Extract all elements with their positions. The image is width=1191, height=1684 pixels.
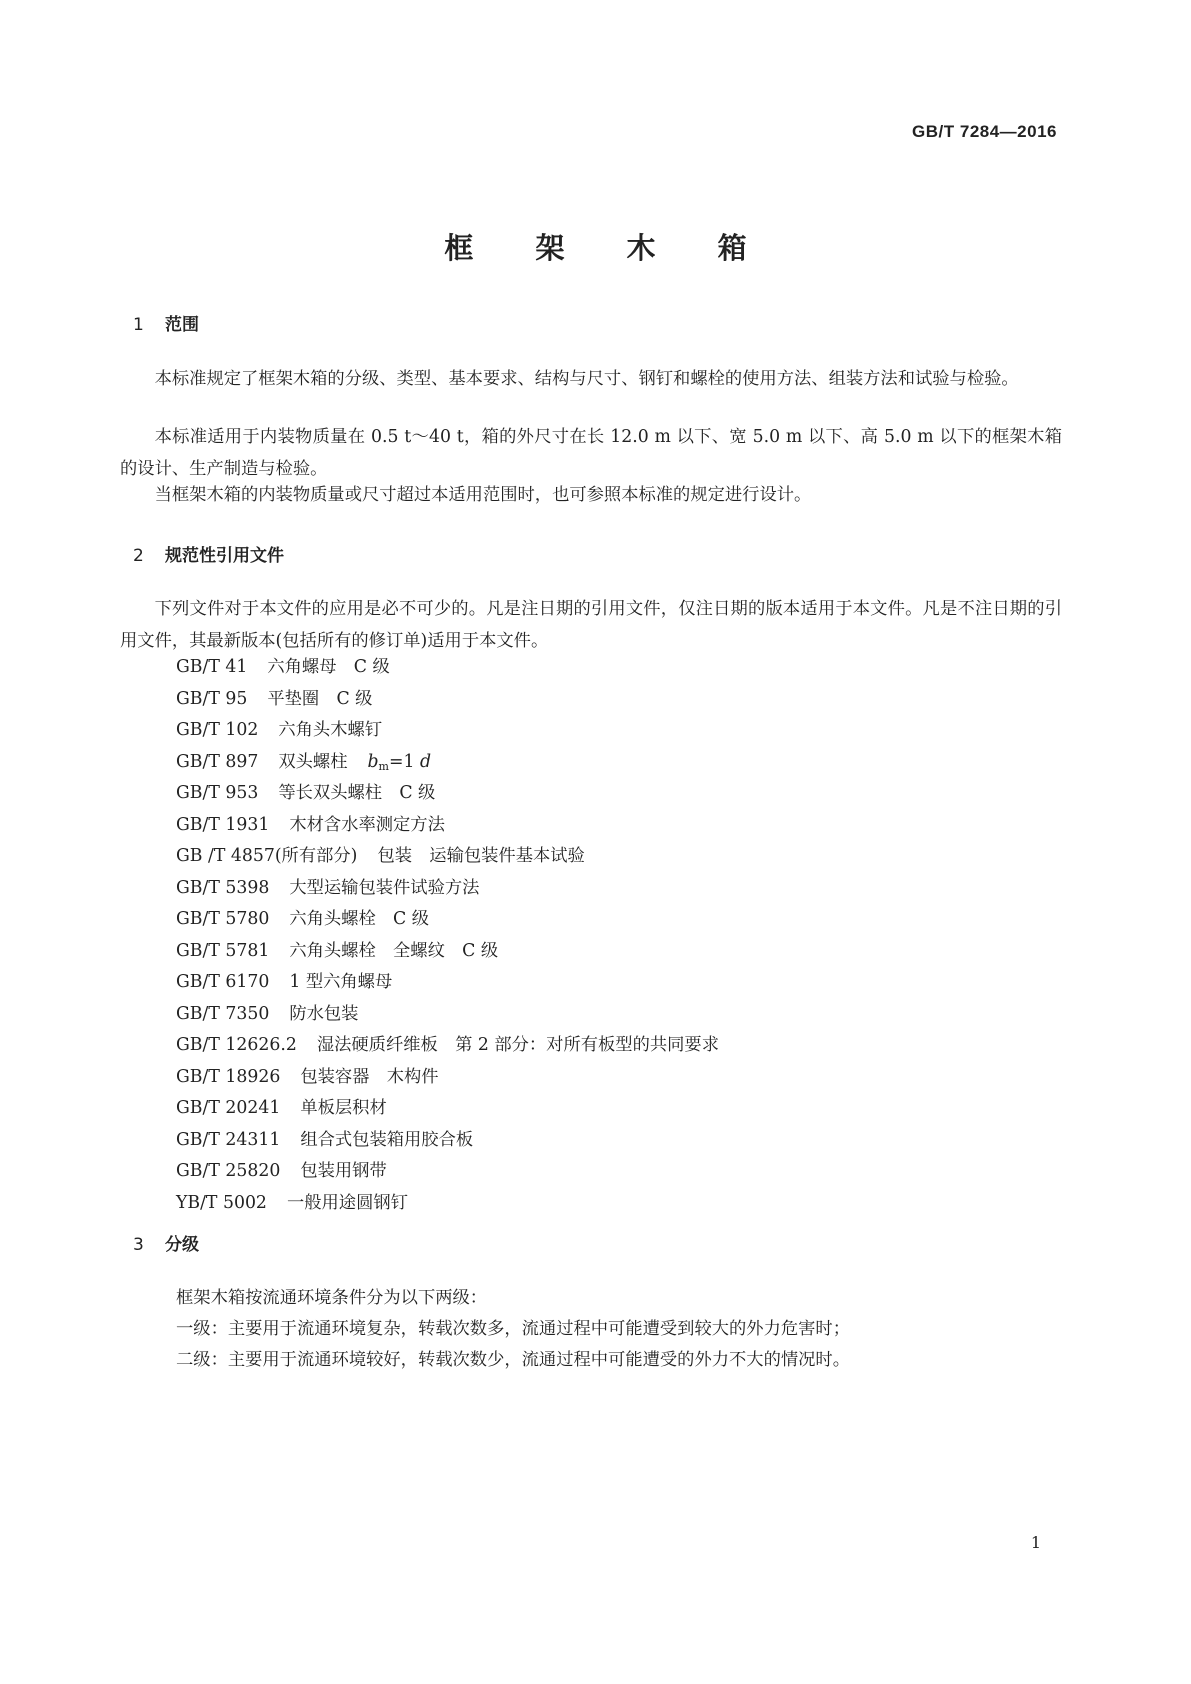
paragraph: 本标准规定了框架木箱的分级、类型、基本要求、结构与尺寸、钢钉和螺栓的使用方法、组装方法和试验与检验。 xyxy=(154,369,1019,389)
reference-item xyxy=(176,715,719,747)
section-title: 范围 xyxy=(165,315,199,335)
reference-item xyxy=(176,1125,719,1157)
reference-code: GB/T 102 xyxy=(176,720,259,740)
reference-item xyxy=(176,904,719,936)
reference-item xyxy=(176,1062,719,1094)
section-number: 1 xyxy=(133,315,144,335)
reference-code: GB/T 95 xyxy=(176,688,248,709)
reference-item xyxy=(176,684,719,716)
reference-title: 一般用途圆钢钉 xyxy=(286,1192,408,1213)
reference-title: 单板层积材 xyxy=(300,1098,387,1118)
reference-item xyxy=(176,841,719,873)
reference-item xyxy=(176,999,719,1031)
reference-code: GB/T 5398 xyxy=(176,877,270,898)
paragraph: 二级：主要用于流通环境较好，转载次数少，流通过程中可能遭受的外力不大的情况时。 xyxy=(176,1350,850,1370)
reference-title: 六角螺母 C 级 xyxy=(267,657,390,677)
document-title: 框 架 木 箱 xyxy=(444,231,773,265)
reference-code: YB/T 5002 xyxy=(176,1192,267,1213)
section-heading-normative-references xyxy=(133,541,284,566)
reference-title: 包装用钢带 xyxy=(300,1161,387,1181)
reference-title: 六角头木螺钉 xyxy=(278,720,383,740)
reference-code: GB/T 7350 xyxy=(176,1003,270,1024)
formula xyxy=(367,752,431,772)
reference-title: 平垫圈 C 级 xyxy=(267,688,373,709)
paragraph: 当框架木箱的内装物质量或尺寸超过本适用范围时，也可参照本标准的规定进行设计。 xyxy=(154,485,812,505)
formula-operator: =1 xyxy=(388,751,415,772)
section-heading-scope xyxy=(133,310,199,335)
formula-subscript: m xyxy=(378,759,389,773)
reference-title: 双头螺柱 xyxy=(278,751,348,772)
reference-code: GB/T 24311 xyxy=(176,1129,281,1150)
section-heading-grading xyxy=(133,1230,199,1255)
reference-item xyxy=(176,873,719,905)
reference-code: GB/T 5780 xyxy=(176,909,270,929)
reference-code: GB/T 12626.2 xyxy=(176,1035,297,1055)
reference-title: 湿法硬质纤维板 第 2 部分：对所有板型的共同要求 xyxy=(316,1035,719,1055)
reference-code: GB/T 25820 xyxy=(176,1161,281,1181)
reference-code: GB/T 41 xyxy=(176,657,248,677)
reference-title: 包装 运输包装件基本试验 xyxy=(377,846,585,866)
reference-title: 等长双头螺柱 C 级 xyxy=(278,783,436,803)
reference-title: 1 型六角螺母 xyxy=(289,972,393,992)
reference-title: 大型运输包装件试验方法 xyxy=(289,877,480,898)
reference-title: 六角头螺栓 C 级 xyxy=(289,909,430,929)
section-title: 规范性引用文件 xyxy=(165,546,284,566)
reference-code: GB/T 1931 xyxy=(176,814,270,835)
paragraph: 下列文件对于本文件的应用是必不可少的。凡是注日期的引用文件，仅注日期的版本适用于本文件。凡是不注日期的引用文件，其最新版本(包括所有的修订单)适用于本文件。 xyxy=(120,599,1062,651)
reference-code: GB/T 20241 xyxy=(176,1098,281,1118)
reference-list xyxy=(176,652,719,1219)
reference-code: GB/T 897 xyxy=(176,751,259,772)
reference-item xyxy=(176,1030,719,1062)
reference-item xyxy=(176,747,719,779)
reference-code: GB /T 4857(所有部分) xyxy=(176,846,358,866)
reference-code: GB/T 18926 xyxy=(176,1066,281,1087)
formula-variable: d xyxy=(419,751,432,772)
reference-title: 木材含水率测定方法 xyxy=(289,814,445,835)
reference-title: 组合式包装箱用胶合板 xyxy=(300,1129,474,1150)
paragraph: 框架木箱按流通环境条件分为以下两级： xyxy=(176,1288,488,1308)
reference-item xyxy=(176,1188,719,1220)
formula-variable: b xyxy=(367,751,379,772)
reference-item xyxy=(176,810,719,842)
reference-item xyxy=(176,1093,719,1125)
reference-title: 防水包装 xyxy=(289,1003,359,1024)
reference-item xyxy=(176,1156,719,1188)
reference-item xyxy=(176,936,719,968)
page-number: 1 xyxy=(1030,1533,1041,1552)
reference-code: GB/T 6170 xyxy=(176,972,270,992)
reference-code: GB/T 953 xyxy=(176,783,259,803)
reference-item xyxy=(176,967,719,999)
reference-item xyxy=(176,652,719,684)
section-number: 3 xyxy=(133,1235,144,1255)
reference-title: 六角头螺栓 全螺纹 C 级 xyxy=(289,940,499,961)
reference-title: 包装容器 木构件 xyxy=(300,1066,439,1087)
standard-code: GB/T 7284—2016 xyxy=(912,122,1057,141)
reference-code: GB/T 5781 xyxy=(176,940,270,961)
paragraph: 本标准适用于内装物质量在 0.5 t～40 t，箱的外尺寸在长 12.0 m 以下、宽 5.0 m 以下、高 5.0 m 以下的框架木箱的设计、生产制造与检验。 xyxy=(120,427,1062,479)
section-title: 分级 xyxy=(165,1235,199,1255)
reference-item xyxy=(176,778,719,810)
paragraph: 一级：主要用于流通环境复杂，转载次数多，流通过程中可能遭受到较大的外力危害时； xyxy=(176,1319,850,1339)
section-number: 2 xyxy=(133,546,144,566)
